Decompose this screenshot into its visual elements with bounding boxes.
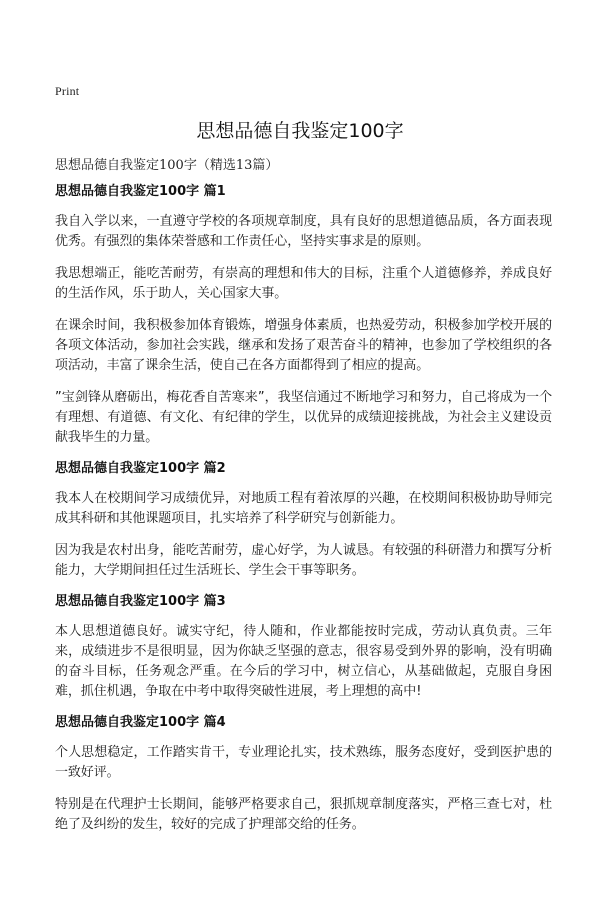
section-heading: 思想品德自我鉴定100字 篇2 [55,461,226,476]
section-1 [55,183,552,448]
section-heading: 思想品德自我鉴定100字 篇1 [55,184,226,199]
paragraph: 个人思想稳定，工作踏实肯干，专业理论扎实，技术熟练，服务态度好，受到医护患的一致好评。 [55,745,552,780]
page-title: 思想品德自我鉴定100字 [196,120,404,142]
document-content [55,183,552,847]
paragraph: 我本人在校期间学习成绩优异，对地质工程有着浓厚的兴趣，在校期间积极协助导师完成其科研和其他课题项目，扎实培养了科学研究与创新能力。 [55,491,552,526]
section-heading: 思想品德自我鉴定100字 篇3 [55,594,226,609]
paragraph: ”宝剑锋从磨砺出，梅花香自苦寒来”，我坚信通过不断地学习和努力，自己将成为一个有理想、有道德、有文化、有纪律的学生，以优异的成绩迎接挑战，为社会主义建设贡献我毕生的力量。 [55,390,552,445]
paragraph: 特别是在代理护士长期间，能够严格要求自己，狠抓规章制度落实，严格三查七对，杜绝了及纠纷的发生，较好的完成了护理部交给的任务。 [55,797,552,832]
print-label: Print [55,84,80,98]
section-2 [55,460,552,581]
paragraph: 我思想端正，能吃苦耐劳，有崇高的理想和伟大的目标，注重个人道德修养，养成良好的生活作风，乐于助人，关心国家大事。 [55,266,552,301]
document-subtitle: 思想品德自我鉴定100字（精选13篇） [55,158,279,173]
section-3 [55,593,552,702]
section-heading: 思想品德自我鉴定100字 篇4 [55,715,226,730]
paragraph: 本人思想道德良好。诚实守纪，待人随和，作业都能按时完成，劳动认真负责。三年来，成绩进步不是很明显，因为你缺乏坚强的意志，很容易受到外界的影响，没有明确的奋斗目标，任务观念严重。在今后的学习中，树立信心，从基础做起，克服自身困难，抓住机遇，争取在中考中取得突破性进展，考上理想的高中! [55,624,552,699]
section-4 [55,714,552,835]
paragraph: 在课余时间，我积极参加体育锻炼，增强身体素质，也热爱劳动，积极参加学校开展的各项文体活动，参加社会实践，继承和发扬了艰苦奋斗的精神，也参加了学校组织的各项活动，丰富了课余生活，使自己在各方面都得到了相应的提高。 [55,318,552,373]
paragraph: 因为我是农村出身，能吃苦耐劳，虚心好学，为人诚恳。有较强的科研潜力和撰写分析能力，大学期间担任过生活班长、学生会干事等职务。 [55,543,552,578]
paragraph: 我自入学以来，一直遵守学校的各项规章制度，具有良好的思想道德品质，各方面表现优秀。有强烈的集体荣誉感和工作责任心，坚持实事求是的原则。 [55,214,552,249]
